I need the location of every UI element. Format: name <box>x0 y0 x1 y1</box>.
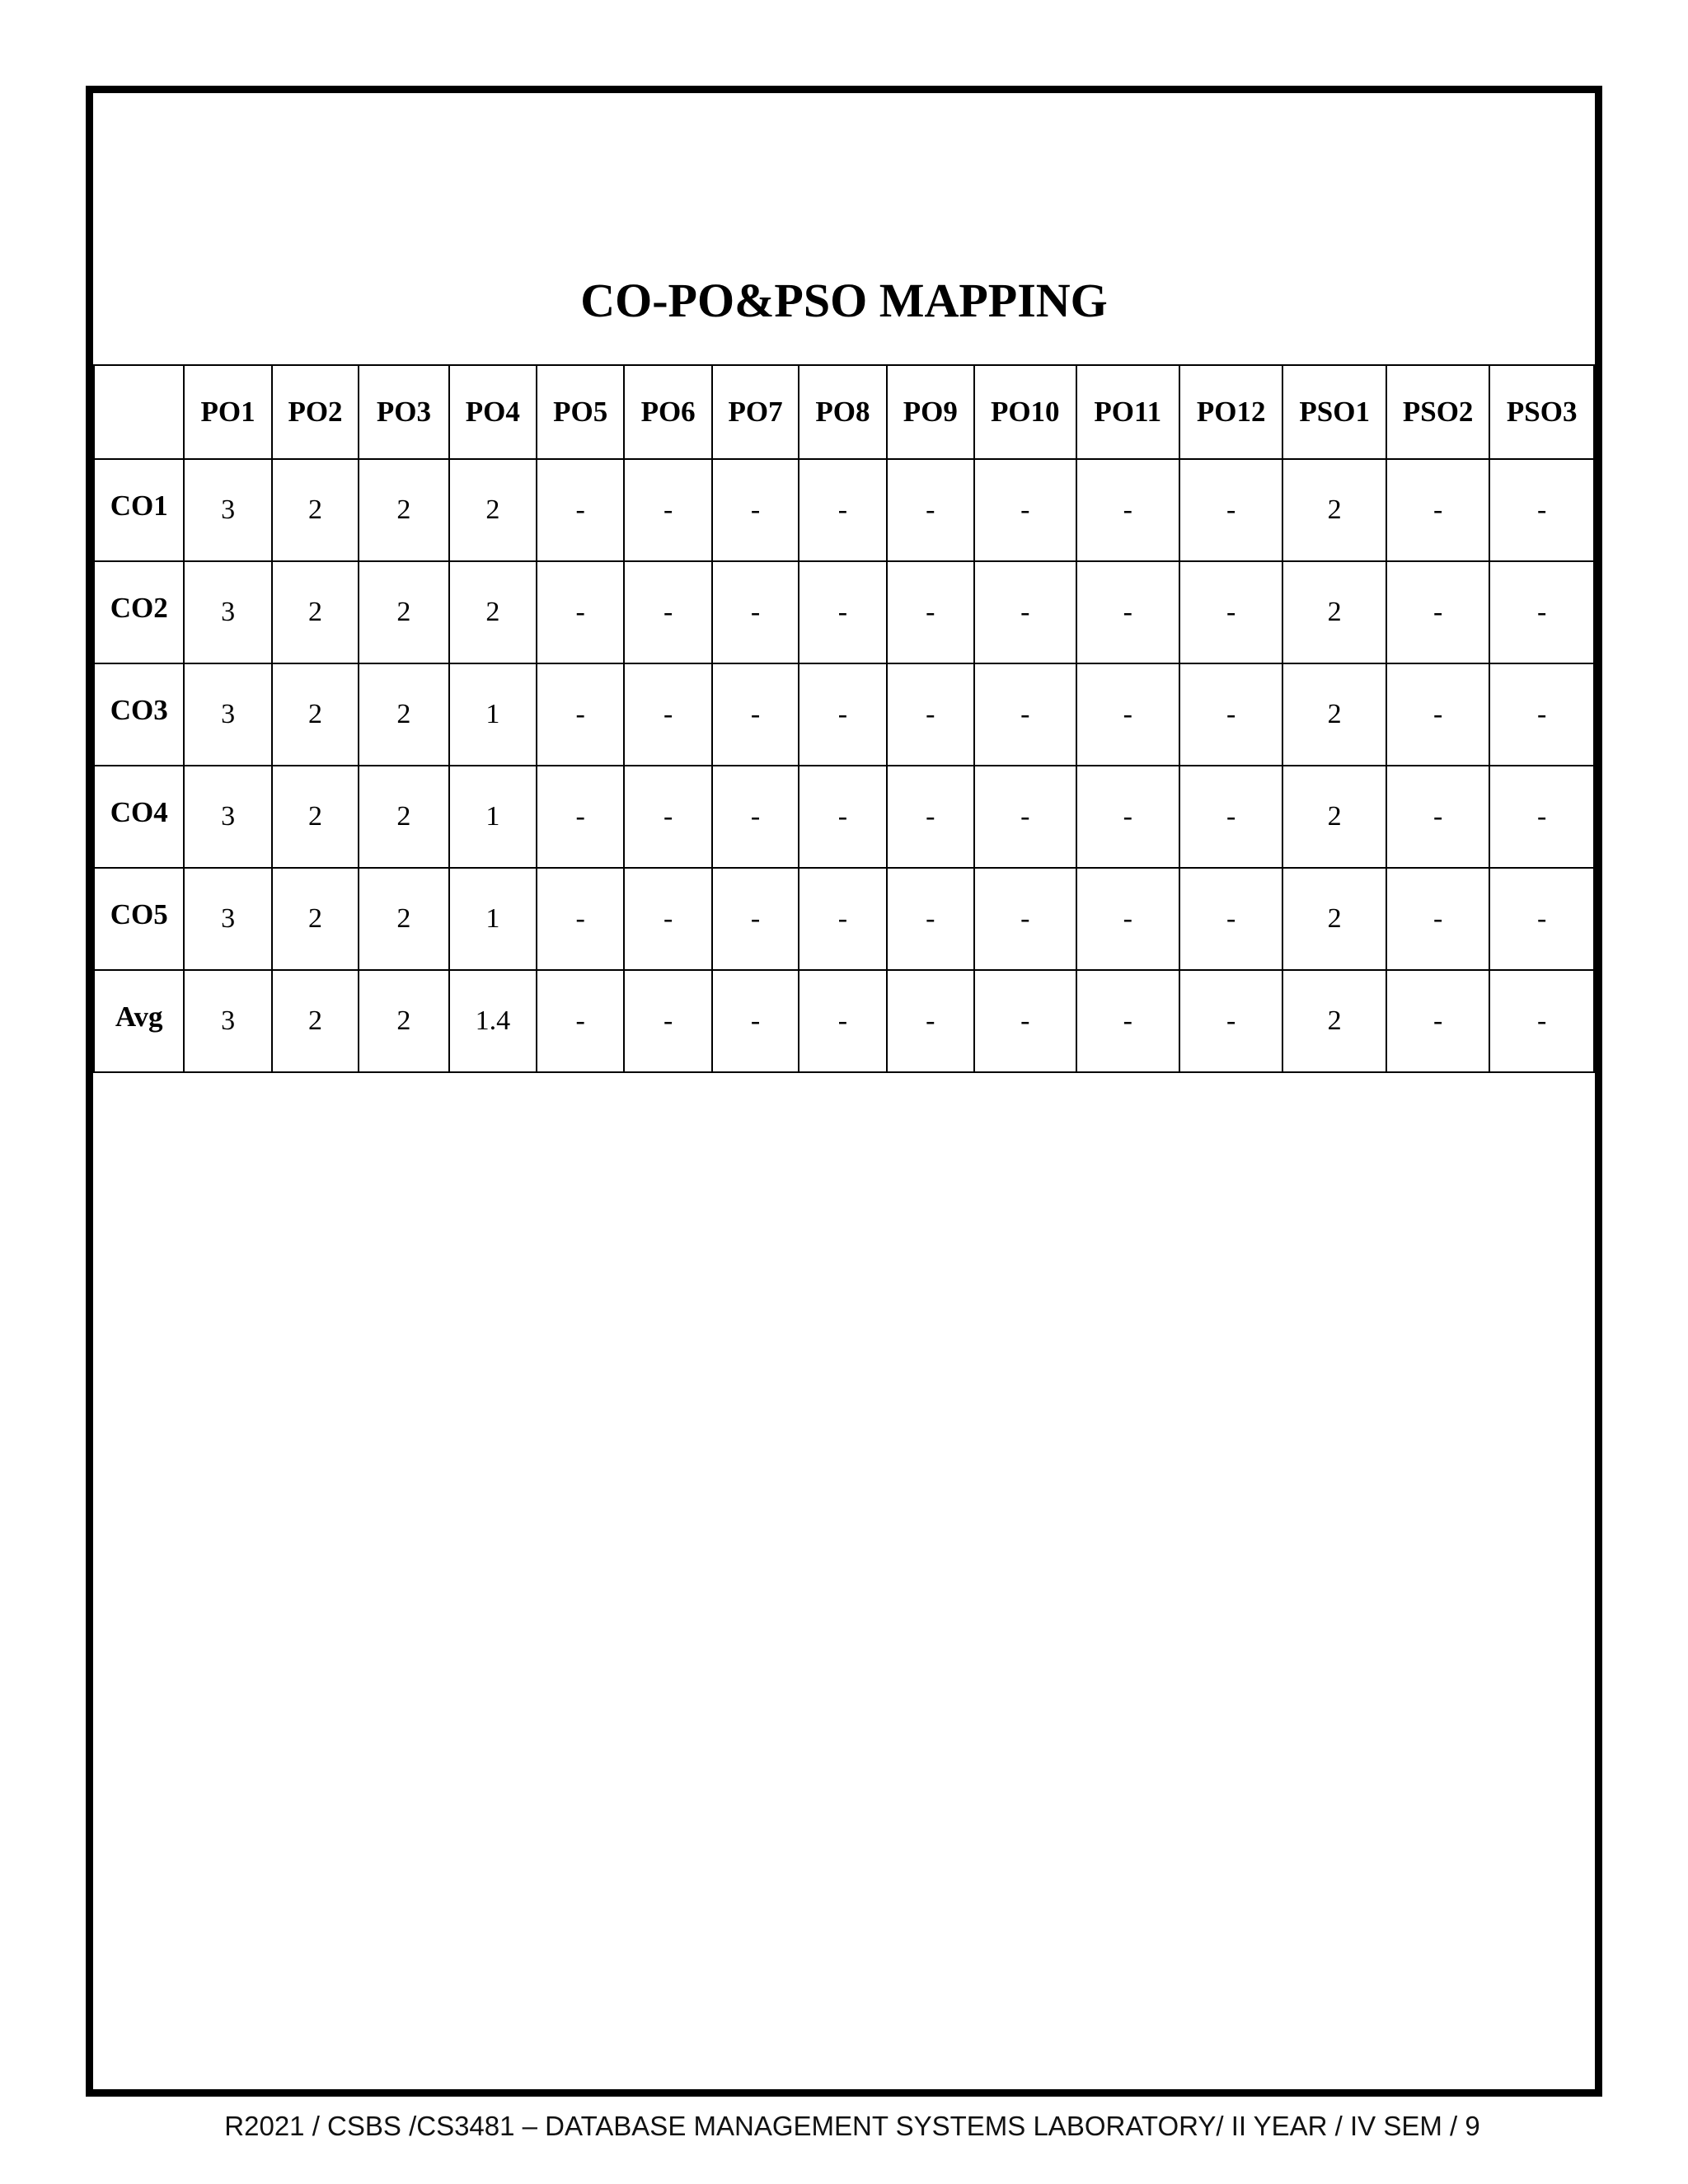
row-label: CO1 <box>94 459 184 561</box>
table-cell: - <box>537 459 624 561</box>
table-cell: - <box>1179 561 1282 663</box>
table-cell: 2 <box>1282 459 1386 561</box>
table-cell: 2 <box>1282 561 1386 663</box>
table-cell: 2 <box>359 561 448 663</box>
table-cell: 2 <box>272 459 359 561</box>
table-cell: 2 <box>272 766 359 868</box>
table-cell: 2 <box>359 459 448 561</box>
table-cell: - <box>624 561 711 663</box>
table-cell: - <box>537 766 624 868</box>
table-cell: - <box>537 970 624 1072</box>
table-cell: - <box>1489 970 1594 1072</box>
table-cell: - <box>712 663 799 766</box>
column-header: PO7 <box>712 365 799 459</box>
column-header: PO9 <box>887 365 974 459</box>
table-cell: - <box>624 766 711 868</box>
table-cell: 2 <box>1282 868 1386 970</box>
row-label: CO4 <box>94 766 184 868</box>
table-cell: - <box>1489 663 1594 766</box>
table-cell: 3 <box>184 459 271 561</box>
row-label: CO5 <box>94 868 184 970</box>
table-cell: 2 <box>359 663 448 766</box>
table-row <box>94 766 1594 868</box>
table-cell: - <box>799 970 886 1072</box>
column-header: PO1 <box>184 365 271 459</box>
table-cell: - <box>887 766 974 868</box>
table-cell: - <box>712 561 799 663</box>
column-header: PO11 <box>1076 365 1179 459</box>
table-cell: - <box>1076 459 1179 561</box>
table-cell: - <box>1179 663 1282 766</box>
table-cell: - <box>887 868 974 970</box>
table-cell: 2 <box>272 561 359 663</box>
column-header: PO4 <box>449 365 537 459</box>
table-cell: - <box>974 970 1076 1072</box>
table-cell: 1.4 <box>449 970 537 1072</box>
table-cell: - <box>537 561 624 663</box>
table-cell: - <box>1489 459 1594 561</box>
table-cell: - <box>887 663 974 766</box>
table-cell: - <box>712 868 799 970</box>
table-cell: - <box>712 766 799 868</box>
table-cell: - <box>799 663 886 766</box>
table-cell: 2 <box>272 970 359 1072</box>
table-cell: - <box>1386 766 1489 868</box>
table-cell: 2 <box>359 970 448 1072</box>
table-cell: 2 <box>1282 766 1386 868</box>
table-cell: 1 <box>449 766 537 868</box>
table-cell: - <box>1489 561 1594 663</box>
table-cell: - <box>974 663 1076 766</box>
table-cell: - <box>799 868 886 970</box>
table-row <box>94 663 1594 766</box>
column-header: PO2 <box>272 365 359 459</box>
table-cell: 1 <box>449 868 537 970</box>
table-cell: - <box>537 663 624 766</box>
table-cell: - <box>974 868 1076 970</box>
table-cell: 3 <box>184 970 271 1072</box>
table-row-average <box>94 970 1594 1072</box>
table-cell: - <box>1076 970 1179 1072</box>
table-cell: - <box>1076 766 1179 868</box>
table-cell: 3 <box>184 766 271 868</box>
table-cell: 1 <box>449 663 537 766</box>
column-header: PSO3 <box>1489 365 1594 459</box>
table-cell: 3 <box>184 663 271 766</box>
table-cell: - <box>799 561 886 663</box>
column-header: PSO2 <box>1386 365 1489 459</box>
column-header: PO12 <box>1179 365 1282 459</box>
table-cell: - <box>1386 459 1489 561</box>
table-cell: 3 <box>184 561 271 663</box>
table-cell: - <box>1179 970 1282 1072</box>
table-cell: 2 <box>359 868 448 970</box>
header-row <box>94 365 1594 459</box>
table-cell: - <box>537 868 624 970</box>
table-cell: 2 <box>272 663 359 766</box>
table-cell: - <box>799 766 886 868</box>
column-header: PO6 <box>624 365 711 459</box>
table-cell: - <box>624 868 711 970</box>
table-cell: - <box>799 459 886 561</box>
table-cell: - <box>1179 459 1282 561</box>
row-label: Avg <box>94 970 184 1072</box>
table-cell: 2 <box>359 766 448 868</box>
table-cell: - <box>1489 868 1594 970</box>
table-cell: 2 <box>449 459 537 561</box>
table-cell: - <box>1386 970 1489 1072</box>
table-cell: - <box>1386 561 1489 663</box>
corner-cell <box>94 365 184 459</box>
table-cell: - <box>712 970 799 1072</box>
page-title: CO-PO&PSO MAPPING <box>580 274 1108 327</box>
row-label: CO3 <box>94 663 184 766</box>
table-cell: - <box>712 459 799 561</box>
table-cell: - <box>887 459 974 561</box>
table-cell: - <box>1179 766 1282 868</box>
table-cell: 2 <box>1282 970 1386 1072</box>
table-cell: - <box>1386 663 1489 766</box>
table-cell: - <box>1386 868 1489 970</box>
table-cell: - <box>1076 868 1179 970</box>
table-cell: - <box>624 970 711 1072</box>
table-cell: - <box>624 663 711 766</box>
table-cell: - <box>1489 766 1594 868</box>
table-row <box>94 459 1594 561</box>
table-cell: - <box>887 561 974 663</box>
table-row <box>94 868 1594 970</box>
table-cell: - <box>1076 561 1179 663</box>
table-cell: - <box>974 561 1076 663</box>
table-cell: 2 <box>1282 663 1386 766</box>
table-cell: 2 <box>272 868 359 970</box>
column-header: PO10 <box>974 365 1076 459</box>
table-row <box>94 561 1594 663</box>
co-po-mapping-table <box>93 364 1595 1073</box>
table-cell: - <box>1076 663 1179 766</box>
page-footer: R2021 / CSBS /CS3481 – DATABASE MANAGEMENT SYSTEMS LABORATORY/ II YEAR / IV SEM / 9 <box>224 2111 1480 2141</box>
table-cell: 3 <box>184 868 271 970</box>
column-header: PO5 <box>537 365 624 459</box>
table-cell: - <box>974 459 1076 561</box>
table-cell: - <box>624 459 711 561</box>
column-header: PSO1 <box>1282 365 1386 459</box>
row-label: CO2 <box>94 561 184 663</box>
table-cell: - <box>887 970 974 1072</box>
table-cell: - <box>974 766 1076 868</box>
table-cell: - <box>1179 868 1282 970</box>
table-cell: 2 <box>449 561 537 663</box>
column-header: PO8 <box>799 365 886 459</box>
column-header: PO3 <box>359 365 448 459</box>
